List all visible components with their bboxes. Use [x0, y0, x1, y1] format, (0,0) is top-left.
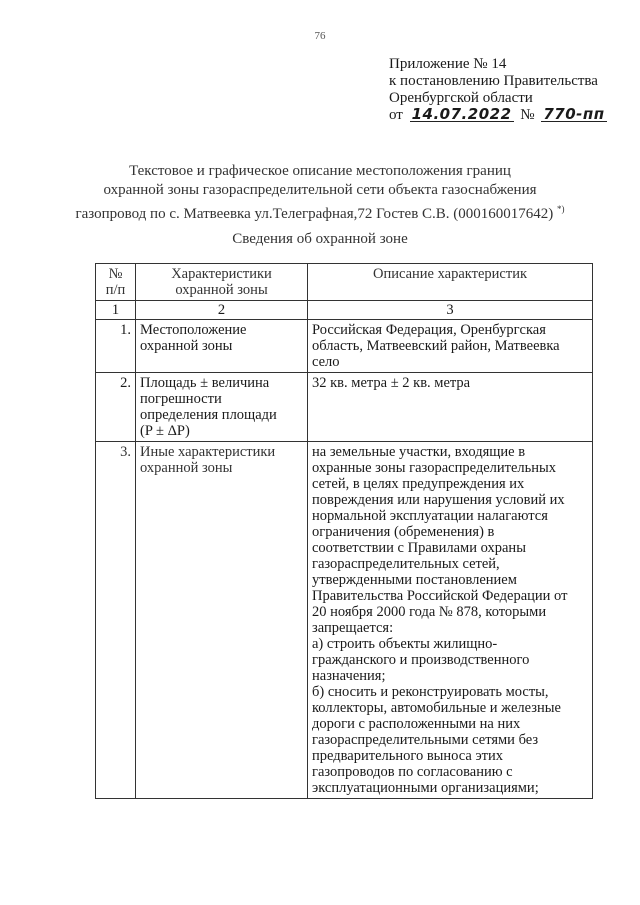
char-line: охранной зоны	[140, 460, 233, 476]
desc-line: утвержденными постановлением	[312, 572, 517, 588]
char-line: охранной зоны	[140, 338, 233, 354]
number-sign: №	[520, 107, 535, 123]
row-characteristic	[136, 320, 308, 373]
row-number: 3.	[96, 442, 136, 799]
desc-line: 20 ноября 2000 года № 878, которыми	[312, 604, 547, 620]
appendix-block	[389, 56, 610, 124]
desc-line: а) строить объекты жилищно-	[312, 636, 498, 652]
from-label: от	[389, 107, 403, 123]
appendix-line-4	[389, 107, 610, 124]
row-characteristic	[136, 373, 308, 442]
desc-line: село	[312, 354, 340, 370]
column-number-row	[96, 301, 593, 320]
header-characteristics	[136, 264, 308, 301]
title-line-2: охранной зоны газораспределительной сети объекта газоснабжения	[103, 182, 537, 198]
table-row	[96, 320, 593, 373]
char-line: Местоположение	[140, 322, 247, 338]
header-num-line-2: п/п	[105, 282, 126, 298]
desc-line: ограничения (обременения) в	[312, 524, 495, 540]
appendix-line-1: Приложение № 14	[389, 56, 507, 72]
header-char-line-2: охранной зоны	[175, 282, 268, 298]
row-description	[308, 442, 593, 799]
protection-zone-table	[95, 263, 593, 799]
title-line-3	[30, 200, 610, 224]
header-char-line-1: Характеристики	[171, 266, 272, 282]
desc-line: область, Матвеевский район, Матвеевка	[312, 338, 560, 354]
page-number: 76	[314, 30, 326, 42]
desc-line: предварительного выноса этих	[312, 748, 504, 764]
desc-line: эксплуатационными организациями;	[312, 780, 539, 796]
desc-line: газораспределительными сетями без	[312, 732, 539, 748]
desc-line: дороги с расположенными на них	[312, 716, 521, 732]
desc-line: соответствии с Правилами охраны	[312, 540, 526, 556]
row-characteristic	[136, 442, 308, 799]
column-number: 1	[96, 301, 136, 320]
handwritten-number: 770-пп	[543, 105, 605, 123]
desc-line: Российская Федерация, Оренбургская	[312, 322, 546, 338]
section-title: Сведения об охранной зоне	[232, 231, 408, 247]
desc-line: гражданского и производственного	[312, 652, 530, 668]
desc-line: повреждения или нарушения условий их	[312, 492, 565, 508]
appendix-line-3: Оренбургской области	[389, 90, 533, 106]
table-row	[96, 373, 593, 442]
desc-line: запрещается:	[312, 620, 394, 636]
desc-line: коллекторы, автомобильные и железные	[312, 700, 561, 716]
column-number: 3	[308, 301, 593, 320]
header-description: Описание характеристик	[308, 264, 593, 301]
char-line: Иные характеристики	[140, 444, 276, 460]
header-num-line-1: №	[108, 266, 123, 282]
desc-line: охранные зоны газораспределительных	[312, 460, 557, 476]
table-row	[96, 442, 593, 799]
desc-line: б) сносить и реконструировать мосты,	[312, 684, 549, 700]
char-line: (P ± ΔP)	[140, 423, 190, 439]
char-line: погрешности	[140, 391, 222, 407]
column-number: 2	[136, 301, 308, 320]
desc-line: Правительства Российской Федерации от	[312, 588, 568, 604]
row-description	[308, 373, 593, 442]
handwritten-date: 14.07.2022	[411, 105, 512, 123]
desc-line: назначения;	[312, 668, 386, 684]
char-line: определения площади	[140, 407, 277, 423]
row-number: 2.	[96, 373, 136, 442]
desc-line: на земельные участки, входящие в	[312, 444, 526, 460]
desc-line: 32 кв. метра ± 2 кв. метра	[312, 375, 471, 391]
title-line-3-text: газопровод по с. Матвеевка ул.Телеграфная,72 Гостев С.В. (000160017642)	[75, 206, 554, 222]
desc-line: сетей, в целях предупреждения их	[312, 476, 525, 492]
appendix-line-2: к постановлению Правительства	[389, 73, 598, 89]
table-header-row	[96, 264, 593, 301]
desc-line: газопроводов по согласованию с	[312, 764, 513, 780]
row-description	[308, 320, 593, 373]
desc-line: газораспределительных сетей,	[312, 556, 500, 572]
title-line-1: Текстовое и графическое описание местоположения границ	[129, 163, 511, 179]
desc-line: нормальной эксплуатации налагаются	[312, 508, 548, 524]
header-num	[96, 264, 136, 301]
char-line: Площадь ± величина	[140, 375, 270, 391]
footnote-mark: *)	[557, 204, 565, 214]
document-title	[30, 162, 610, 224]
row-number: 1.	[96, 320, 136, 373]
